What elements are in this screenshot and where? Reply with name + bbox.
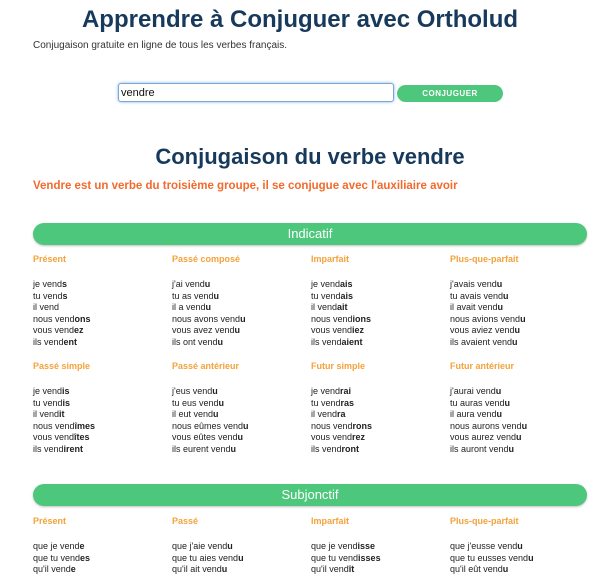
conjugation-stem: vous eûtes vend <box>172 432 238 442</box>
conjugation-ending: u <box>243 420 249 431</box>
conjugation-row <box>450 279 585 291</box>
site-title: Apprendre à Conjuguer avec Ortholud <box>81 6 519 33</box>
conjugation-stem: qu'il vend <box>33 564 71 574</box>
conjugation-stem: que tu aies vend <box>172 552 239 563</box>
conjugation-row <box>311 398 446 410</box>
conjugation-ending: u <box>230 443 237 454</box>
conjugation-row <box>33 398 168 410</box>
conjugation-row <box>33 444 168 456</box>
tense-name: Passé <box>172 516 199 526</box>
tense-block <box>172 253 307 348</box>
conjugation-ending: ras <box>340 397 355 408</box>
conjugation-stem: que je vend <box>311 541 358 551</box>
conjugation-row <box>33 553 168 565</box>
conjugation-list <box>172 541 307 576</box>
conjugation-stem: tu vend <box>33 290 63 301</box>
conjugation-stem: ils vend <box>33 443 64 454</box>
conjugation-ending: ent <box>63 336 78 347</box>
conjugation-ending: isse <box>357 541 376 551</box>
conjugation-row <box>450 398 585 410</box>
mood-bar-indicatif: Indicatif <box>33 223 587 245</box>
conjugation-ending: u <box>240 313 246 324</box>
conjugation-row <box>450 386 585 398</box>
conjugation-row <box>33 432 168 444</box>
conjugation-row <box>311 279 446 291</box>
conjugation-ending: ais <box>340 290 354 301</box>
conjugation-ending: îmes <box>74 420 96 431</box>
conjugation-ending: e <box>70 564 76 574</box>
conjugation-stem: que j'aie vend <box>172 541 228 551</box>
conjugation-ending: u <box>502 564 509 574</box>
conjugation-ending: u <box>512 336 518 347</box>
conjugation-stem: nous avons vend <box>172 313 241 324</box>
conjugation-stem: ils eurent vend <box>172 443 231 454</box>
conjugation-row <box>33 337 168 349</box>
conjugation-row <box>450 541 585 553</box>
conjugation-row <box>311 291 446 303</box>
conjugation-ending: u <box>227 541 233 551</box>
conjugation-list <box>33 541 168 576</box>
verb-search-input[interactable] <box>118 83 394 102</box>
conjugation-row <box>450 314 585 326</box>
conjugation-stem: ils auront vend <box>450 443 509 454</box>
conjugation-ending: it <box>59 409 65 419</box>
conjugation-stem: que tu vend <box>311 552 359 563</box>
mood-bar-subjonctif: Subjonctif <box>33 484 587 506</box>
conjugation-row <box>33 409 168 421</box>
conjugation-row <box>450 302 585 314</box>
conjugation-ending: u <box>520 313 526 324</box>
conjugation-row <box>311 553 446 565</box>
conjugation-stem: qu'il vend <box>311 564 349 574</box>
conjugation-stem: que tu eusses vend <box>450 552 529 563</box>
conjugation-stem: vous vend <box>311 325 353 335</box>
conjugation-ending: u <box>212 386 218 396</box>
conjugation-ending: s <box>62 290 68 301</box>
conjugation-stem: ils vend <box>311 336 342 347</box>
conjugation-ending: e <box>79 541 85 551</box>
conjugation-row <box>33 279 168 291</box>
conjugation-stem: vous vend <box>33 432 75 442</box>
tense-block <box>33 515 168 576</box>
conjugation-ending: u <box>218 397 225 408</box>
conjugation-stem: ils vend <box>311 443 342 454</box>
conjugation-ending: ra <box>337 409 346 419</box>
conjugation-ending: u <box>496 279 503 289</box>
conjugation-ending: u <box>213 290 220 301</box>
conjugation-ending: u <box>516 432 522 442</box>
conjugation-ending: u <box>517 541 523 551</box>
conjugation-ending: s <box>62 279 68 289</box>
conjugation-stem: tu avais vend <box>450 290 504 301</box>
conjugation-stem: il vend <box>311 302 338 312</box>
conjugation-row <box>311 302 446 314</box>
tense-block <box>311 360 446 455</box>
conjugation-ending: ît <box>348 564 355 574</box>
tense-name: Imparfait <box>311 516 350 526</box>
conjugation-ending: es <box>80 552 91 563</box>
conjugation-ending: rons <box>352 420 373 431</box>
conjugation-ending: iez <box>352 325 365 335</box>
conjugation-ending: u <box>521 420 528 431</box>
conjugation-ending: ait <box>337 302 348 312</box>
conjugation-row <box>450 421 585 433</box>
site-subtitle: Conjugaison gratuite en ligne de tous les verbes français. <box>33 40 288 51</box>
conjugation-stem: je vend <box>311 279 341 289</box>
conjugation-stem: vous vend <box>311 432 353 442</box>
tense-name: Présent <box>33 516 67 526</box>
conjugation-row <box>172 432 307 444</box>
tense-name: Plus-que-parfait <box>450 254 519 264</box>
conjugation-stem: vous avez vend <box>172 325 235 335</box>
conjugation-stem: nous eûmes vend <box>172 420 244 431</box>
conjugation-row <box>311 314 446 326</box>
conjugation-row <box>33 541 168 553</box>
conjugation-stem: il vend <box>33 302 60 312</box>
conjugation-row <box>450 444 585 456</box>
conjugation-ending: rez <box>352 432 366 442</box>
conjugation-stem: vous vend <box>33 325 75 335</box>
conjugation-stem: nous vend <box>33 420 75 431</box>
conjugation-list <box>311 279 446 348</box>
conjugation-row <box>450 409 585 421</box>
conjugation-row <box>311 541 446 553</box>
conjugation-ending: u <box>497 302 504 312</box>
conjugation-stem: nous vend <box>311 420 353 431</box>
tense-name: Passé antérieur <box>172 361 240 371</box>
conjugation-ending: u <box>514 325 521 335</box>
tense-block <box>450 515 585 576</box>
conjugation-ending: ions <box>352 313 372 324</box>
conjugation-row <box>450 564 585 576</box>
conjugation-stem: vous aviez vend <box>450 325 515 335</box>
conjugation-row <box>33 386 168 398</box>
conjugation-row <box>450 432 585 444</box>
conjugation-stem: je vend <box>33 279 63 289</box>
conjugation-ending: îtes <box>74 432 90 442</box>
tense-block <box>33 253 168 348</box>
conjugation-row <box>450 553 585 565</box>
conjugation-stem: qu'il eût vend <box>450 564 503 574</box>
tense-name: Futur antérieur <box>450 361 515 371</box>
conjugation-row <box>172 337 307 349</box>
verb-intro: Vendre est un verbe du troisième groupe, il se conjugue avec l'auxiliaire avoir <box>33 180 458 192</box>
conjugation-row <box>311 421 446 433</box>
conjugation-row <box>311 432 446 444</box>
conjugation-row <box>172 398 307 410</box>
conjugation-ending: u <box>495 386 502 396</box>
tense-block <box>311 515 446 576</box>
conjugation-list <box>311 386 446 455</box>
conjugation-stem: j'eus vend <box>172 386 213 396</box>
conjugation-row <box>172 541 307 553</box>
conjugation-ending: u <box>205 302 212 312</box>
conjugation-row <box>172 279 307 291</box>
conjugation-row <box>172 302 307 314</box>
conjugation-ending: u <box>504 397 511 408</box>
conjugation-row <box>450 325 585 337</box>
conjugate-button[interactable]: CONJUGUER <box>397 85 503 102</box>
conjugation-row <box>33 291 168 303</box>
tense-block <box>172 360 307 455</box>
tense-name: Passé simple <box>33 361 91 371</box>
conjugation-stem: tu vend <box>33 397 63 408</box>
conjugation-ending: u <box>213 409 219 419</box>
conjugation-ending: is <box>62 397 71 408</box>
conjugation-ending: u <box>221 564 228 574</box>
tense-block <box>311 253 446 348</box>
conjugation-row <box>33 302 168 314</box>
conjugation-ending: u <box>508 443 515 454</box>
conjugation-ending: ais <box>340 279 353 289</box>
tense-block <box>450 253 585 348</box>
conjugation-row <box>33 564 168 576</box>
conjugation-stem: ils ont vend <box>172 336 218 347</box>
conjugation-ending: u <box>503 290 509 301</box>
conjugation-stem: que j'eusse vend <box>450 541 518 551</box>
conjugation-stem: j'avais vend <box>450 279 497 289</box>
conjugation-stem: nous aurons vend <box>450 420 522 431</box>
conjugation-stem: il vend <box>33 409 60 419</box>
conjugation-ending: irent <box>63 443 84 454</box>
conjugation-row <box>172 553 307 565</box>
verb-title: Conjugaison du verbe vendre <box>155 144 465 169</box>
conjugation-list <box>450 541 585 576</box>
conjugation-list <box>311 541 446 576</box>
conjugation-stem: il aura vend <box>450 409 497 419</box>
conjugation-list <box>33 386 168 455</box>
conjugation-row <box>311 564 446 576</box>
conjugation-stem: tu auras vend <box>450 397 505 408</box>
conjugation-row <box>311 444 446 456</box>
conjugation-ending: u <box>237 432 244 442</box>
conjugation-ending: ons <box>74 313 91 324</box>
conjugation-stem: ils avaient vend <box>450 336 513 347</box>
conjugation-stem: il vend <box>311 409 338 419</box>
conjugation-row <box>33 325 168 337</box>
conjugation-row <box>311 337 446 349</box>
conjugation-row <box>172 325 307 337</box>
conjugation-ending: u <box>234 325 241 335</box>
conjugation-row <box>172 386 307 398</box>
conjugation-list <box>172 279 307 348</box>
conjugation-stem: il eut vend <box>172 409 214 419</box>
conjugation-stem: nous avions vend <box>450 313 521 324</box>
conjugation-row <box>33 314 168 326</box>
tense-name: Futur simple <box>311 361 366 371</box>
conjugation-stem: j'aurai vend <box>450 386 496 396</box>
conjugation-stem: il a vend <box>172 302 206 312</box>
conjugation-list <box>450 279 585 348</box>
conjugation-row <box>172 444 307 456</box>
conjugation-ending: aient <box>341 336 363 347</box>
tense-block <box>33 360 168 455</box>
conjugation-stem: qu'il ait vend <box>172 564 222 574</box>
conjugation-row <box>172 421 307 433</box>
conjugation-list <box>450 386 585 455</box>
conjugation-ending: u <box>496 409 503 419</box>
conjugation-row <box>33 421 168 433</box>
tense-name: Imparfait <box>311 254 350 264</box>
conjugation-stem: que je vend <box>33 541 80 551</box>
conjugation-ending: rai <box>340 386 352 396</box>
tense-name: Présent <box>33 254 67 264</box>
conjugation-list <box>33 279 168 348</box>
conjugation-stem: nous vend <box>311 313 353 324</box>
conjugation-stem: il avait vend <box>450 302 498 312</box>
conjugation-row <box>172 409 307 421</box>
conjugation-ending: ez <box>74 325 84 335</box>
conjugation-ending: u <box>217 336 224 347</box>
conjugation-stem: ils vend <box>33 336 64 347</box>
conjugation-row <box>311 409 446 421</box>
conjugation-stem: que tu vend <box>33 552 81 563</box>
conjugation-stem: vous aurez vend <box>450 432 517 442</box>
conjugation-row <box>311 325 446 337</box>
conjugation-ending: u <box>238 552 244 563</box>
conjugation-ending: isses <box>358 552 381 563</box>
conjugation-stem: tu as vend <box>172 290 214 301</box>
conjugation-stem: je vend <box>311 386 341 396</box>
conjugation-stem: tu vend <box>311 290 341 301</box>
conjugation-row <box>311 386 446 398</box>
conjugation-row <box>172 564 307 576</box>
conjugation-ending: u <box>204 279 211 289</box>
conjugation-row <box>450 337 585 349</box>
conjugation-ending: is <box>62 386 70 396</box>
conjugation-stem: je vend <box>33 386 63 396</box>
conjugation-ending: u <box>528 552 534 563</box>
conjugation-row <box>172 291 307 303</box>
tense-name: Passé composé <box>172 254 241 264</box>
tense-name: Plus-que-parfait <box>450 516 519 526</box>
conjugation-row <box>172 314 307 326</box>
conjugation-stem: nous vend <box>33 313 75 324</box>
tense-block <box>450 360 585 455</box>
conjugation-stem: j'ai vend <box>172 279 205 289</box>
conjugation-row <box>450 291 585 303</box>
conjugation-stem: tu eus vend <box>172 397 219 408</box>
tense-block <box>172 515 307 576</box>
conjugation-stem: tu vend <box>311 397 341 408</box>
conjugation-ending: ront <box>341 443 360 454</box>
conjugation-list <box>172 386 307 455</box>
